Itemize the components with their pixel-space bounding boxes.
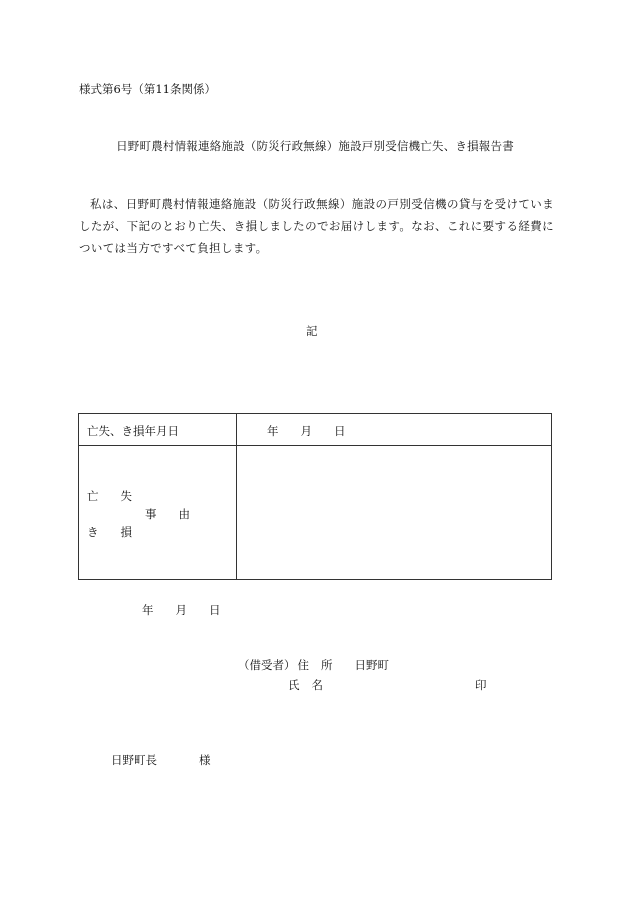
addressee-honorific: 様 bbox=[199, 753, 211, 767]
report-date[interactable] bbox=[142, 602, 221, 618]
reason-label-shitsu: 失 bbox=[120, 489, 132, 503]
table-column-divider bbox=[236, 414, 237, 579]
loss-date-day: 日 bbox=[334, 424, 346, 438]
addressee-name: 日野町長 bbox=[111, 753, 157, 767]
body-paragraph: 私は、日野町農村情報連絡施設（防災行政無線）施設の戸別受信機の貸与を受けていましたが、下記のとおり亡失、き損しましたのでお届けします。なお、これに要する経費については当方ですべて負担します。 bbox=[79, 197, 554, 255]
reason-label-bou: 亡 bbox=[87, 489, 99, 503]
address-label-ju: 住 bbox=[297, 658, 309, 672]
report-date-day: 日 bbox=[209, 603, 221, 617]
borrower-role: （借受者） bbox=[238, 658, 296, 672]
form-number: 様式第6号（第11条関係） bbox=[79, 82, 216, 96]
reason-field[interactable] bbox=[245, 454, 543, 572]
reason-label-ki: き bbox=[87, 525, 99, 539]
name-label-shi: 氏 bbox=[288, 678, 300, 692]
document-title: 日野町農村情報連絡施設（防災行政無線）施設戸別受信機亡失、き損報告書 bbox=[116, 139, 514, 153]
reason-label-line-2 bbox=[145, 506, 190, 522]
reason-label-son: 損 bbox=[120, 525, 132, 539]
table-row-divider bbox=[79, 445, 551, 446]
address-label-sho: 所 bbox=[321, 658, 333, 672]
report-date-year: 年 bbox=[142, 603, 154, 617]
seal-mark: 印 bbox=[475, 678, 487, 692]
borrower-address-row bbox=[238, 657, 389, 673]
report-date-month: 月 bbox=[175, 603, 187, 617]
loss-date-month: 月 bbox=[300, 424, 312, 438]
report-table bbox=[78, 413, 552, 580]
reason-label-yu: 由 bbox=[178, 507, 190, 521]
addressee bbox=[111, 752, 211, 768]
name-label-mei: 名 bbox=[311, 678, 323, 692]
ki-heading: 記 bbox=[306, 324, 318, 338]
loss-date-field[interactable] bbox=[267, 423, 346, 439]
reason-label-line-1 bbox=[87, 488, 132, 504]
loss-date-year: 年 bbox=[267, 424, 279, 438]
borrower-name-row bbox=[288, 677, 335, 693]
address-value[interactable]: 日野町 bbox=[354, 658, 389, 672]
reason-label-ji: 事 bbox=[145, 507, 157, 521]
reason-label-line-3 bbox=[87, 524, 132, 540]
loss-date-label: 亡失、き損年月日 bbox=[87, 424, 179, 438]
